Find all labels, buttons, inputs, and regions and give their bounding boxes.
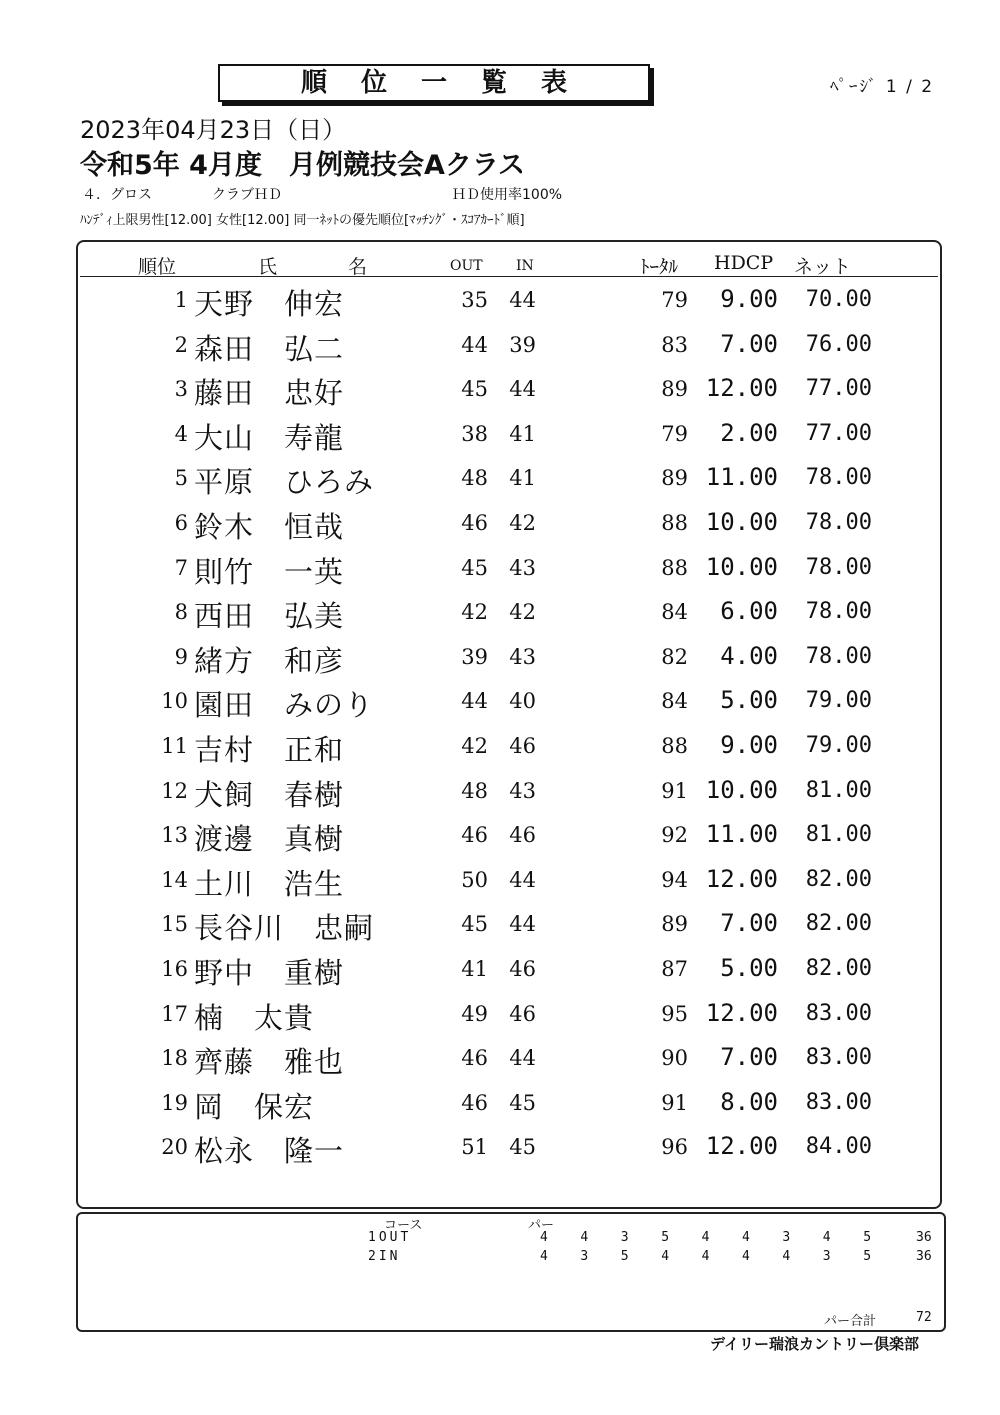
table-row: [78, 280, 938, 324]
total-cell: 95: [661, 1001, 688, 1026]
name-cell: 松永 隆一: [194, 1134, 345, 1169]
out-cell: 39: [461, 644, 488, 669]
out-cell: 49: [461, 1001, 488, 1026]
name-cell: 鈴木 恒哉: [194, 510, 345, 544]
name-cell: 岡 保宏: [194, 1089, 315, 1124]
hdcp-cell: 12.00: [705, 864, 778, 893]
rank-cell: 20: [161, 1135, 188, 1160]
table-row: [78, 949, 938, 993]
total-cell: 96: [661, 1135, 688, 1160]
hole-par: 5: [661, 1230, 670, 1245]
par-table: [76, 1212, 946, 1332]
out-cell: 41: [461, 957, 488, 981]
net-cell: 78.00: [805, 643, 872, 669]
col-net: ネット: [794, 256, 852, 278]
in-cell: 40: [509, 689, 536, 714]
scoring-type: ４．グロス: [82, 187, 152, 203]
name-cell: 犬飼 春樹: [194, 777, 345, 812]
col-hdcp: HDCP: [714, 252, 774, 274]
in-cell: 39: [509, 332, 536, 357]
table-row: [78, 369, 938, 413]
name-cell: 大山 寿龍: [194, 420, 345, 455]
hdcp-cell: 9.00: [720, 285, 778, 313]
name-cell: 吉村 正和: [194, 733, 345, 767]
in-cell: 44: [509, 288, 536, 312]
par-total-value: 72: [916, 1310, 932, 1325]
name-cell: 西田 弘美: [194, 599, 345, 634]
in-cell: 43: [509, 644, 536, 669]
hole-par: 5: [863, 1230, 872, 1245]
total-cell: 89: [661, 466, 688, 491]
total-cell: 84: [661, 689, 688, 714]
table-row: [78, 994, 938, 1038]
page-number: ﾍﾟｰｼﾞ 1 / 2: [830, 77, 935, 97]
par-label: パー: [528, 1218, 555, 1233]
name-cell: 渡邊 真樹: [194, 822, 345, 857]
total-cell: 92: [661, 823, 688, 848]
event-name: 令和5年 4月度 月例競技会Aクラス: [80, 150, 526, 181]
net-cell: 81.00: [805, 777, 872, 803]
in-cell: 44: [509, 377, 536, 402]
total-cell: 83: [661, 332, 688, 357]
hdcp-cell: 5.00: [720, 954, 778, 982]
hole-par: 4: [540, 1249, 548, 1264]
net-cell: 79.00: [805, 733, 872, 758]
net-cell: 81.00: [805, 822, 872, 848]
out-cell: 46: [461, 823, 488, 848]
hdcp-cell: 4.00: [720, 641, 778, 670]
out-cell: 44: [461, 689, 488, 714]
event-date: 2023年04月23日（日）: [80, 116, 347, 144]
total-cell: 79: [661, 421, 688, 446]
total-cell: 89: [661, 912, 688, 937]
rank-cell: 11: [161, 734, 188, 758]
total-cell: 94: [661, 867, 688, 892]
total-cell: 87: [661, 957, 688, 981]
name-cell: 長谷川 忠嗣: [194, 911, 375, 946]
hdcp-cell: 5.00: [720, 686, 778, 715]
total-cell: 88: [661, 734, 688, 758]
name-cell: 野中 重樹: [194, 956, 345, 990]
table-row: [78, 1083, 938, 1127]
in-cell: 41: [509, 421, 536, 446]
rank-cell: 5: [174, 466, 188, 491]
in-cell: 45: [509, 1090, 536, 1115]
handicap-notes: ﾊﾝﾃﾞｨ上限男性[12.00] 女性[12.00] 同一ﾈｯﾄの優先順位[ﾏｯﾁﾝｸﾞ・ｽｺｱｶｰﾄﾞ順]: [80, 213, 525, 228]
hdcp-cell: 11.00: [705, 463, 778, 492]
out-cell: 44: [461, 332, 488, 357]
in-cell: 44: [509, 867, 536, 892]
course-label: コース: [384, 1218, 423, 1233]
rank-cell: 14: [161, 867, 188, 892]
out-cell: 51: [461, 1135, 488, 1160]
total-cell: 88: [661, 511, 688, 535]
net-cell: 84.00: [805, 1134, 872, 1160]
hole-par: 4: [661, 1249, 670, 1264]
hdcp-cell: 12.00: [705, 1132, 778, 1161]
name-cell: 藤田 忠好: [194, 376, 345, 411]
table-row: [78, 1127, 938, 1171]
in-cell: 46: [509, 1001, 536, 1026]
ranking-table: [76, 240, 942, 1209]
course-name: 1OUT: [368, 1230, 412, 1245]
table-row: [78, 815, 938, 859]
hole-par: 4: [822, 1230, 831, 1245]
page-title: 順位一覧表: [218, 64, 650, 102]
name-cell: 齊藤 雅也: [194, 1045, 345, 1080]
rank-cell: 3: [174, 377, 188, 402]
name-cell: 平原 ひろみ: [194, 465, 375, 500]
rank-cell: 8: [174, 600, 188, 625]
hole-par: 4: [580, 1230, 589, 1245]
net-cell: 77.00: [805, 376, 872, 402]
hole-par: 4: [701, 1249, 710, 1264]
table-row: [78, 726, 938, 770]
table-row: [78, 458, 938, 502]
name-cell: 土川 浩生: [194, 866, 345, 901]
hdcp-cell: 11.00: [705, 820, 778, 849]
in-cell: 42: [509, 511, 536, 535]
out-cell: 45: [461, 912, 488, 937]
hdcp-cell: 8.00: [720, 1087, 778, 1116]
name-cell: 森田 弘二: [194, 331, 345, 366]
total-cell: 91: [661, 1090, 688, 1115]
table-row: [78, 860, 938, 904]
col-name-family: 氏: [258, 256, 278, 278]
club-name: デイリー瑞浪カントリー倶楽部: [710, 1335, 919, 1353]
hole-par: 3: [620, 1230, 629, 1245]
header-divider: [80, 276, 938, 277]
net-cell: 76.00: [805, 331, 872, 357]
hole-par: 4: [701, 1230, 710, 1245]
net-cell: 83.00: [805, 1045, 872, 1071]
rank-cell: 1: [174, 288, 188, 312]
hole-par: 4: [742, 1230, 750, 1245]
hole-par: 5: [620, 1249, 629, 1264]
in-cell: 46: [509, 957, 536, 981]
rank-cell: 12: [161, 778, 188, 803]
table-row: [78, 1038, 938, 1082]
table-row: [78, 771, 938, 815]
table-row: [78, 637, 938, 681]
hdcp-cell: 7.00: [720, 329, 778, 358]
out-cell: 42: [461, 734, 488, 758]
net-cell: 79.00: [805, 688, 872, 714]
hdcp-cell: 7.00: [720, 909, 778, 938]
in-cell: 43: [509, 555, 536, 580]
hdcp-cell: 10.00: [705, 552, 778, 581]
in-cell: 44: [509, 912, 536, 937]
out-cell: 48: [461, 778, 488, 803]
out-cell: 35: [461, 288, 488, 312]
total-cell: 91: [661, 778, 688, 803]
col-out: OUT: [450, 258, 483, 274]
table-row: [78, 548, 938, 592]
table-row: [78, 592, 938, 636]
hole-par: 5: [863, 1249, 872, 1264]
total-cell: 82: [661, 644, 688, 669]
in-cell: 44: [509, 1046, 536, 1071]
course-name: 2IN: [368, 1249, 401, 1264]
net-cell: 70.00: [805, 287, 872, 312]
name-cell: 園田 みのり: [194, 688, 375, 723]
rank-cell: 2: [174, 332, 188, 357]
out-cell: 38: [461, 421, 488, 446]
out-cell: 45: [461, 555, 488, 580]
in-cell: 46: [509, 823, 536, 848]
col-total: ﾄｰﾀﾙ: [640, 256, 679, 278]
total-cell: 90: [661, 1046, 688, 1071]
table-row: [78, 414, 938, 458]
col-name-given: 名: [348, 256, 368, 278]
handicap-type: クラブＨＤ: [212, 187, 282, 203]
handicap-rate: ＨＤ使用率100%: [452, 187, 563, 203]
out-cell: 48: [461, 466, 488, 491]
rank-cell: 9: [174, 644, 188, 669]
rank-cell: 6: [174, 511, 188, 535]
hdcp-cell: 6.00: [720, 597, 778, 626]
out-cell: 46: [461, 511, 488, 535]
net-cell: 82.00: [805, 956, 872, 981]
net-cell: 82.00: [805, 866, 872, 892]
total-cell: 88: [661, 555, 688, 580]
par-total-label: パー合計: [824, 1314, 877, 1329]
in-cell: 46: [509, 734, 536, 758]
hole-par: 4: [782, 1249, 791, 1264]
rank-cell: 7: [174, 555, 188, 580]
rank-cell: 16: [161, 957, 188, 981]
hole-par: 4: [540, 1230, 548, 1245]
net-cell: 78.00: [805, 510, 872, 535]
net-cell: 82.00: [805, 911, 872, 937]
net-cell: 78.00: [805, 599, 872, 625]
rank-cell: 19: [161, 1090, 188, 1115]
hdcp-cell: 7.00: [720, 1043, 778, 1072]
name-cell: 天野 伸宏: [194, 287, 345, 321]
table-row: [78, 681, 938, 725]
hdcp-cell: 9.00: [720, 731, 778, 759]
col-in: IN: [516, 258, 534, 274]
rank-cell: 17: [161, 1001, 188, 1026]
rank-cell: 15: [161, 912, 188, 937]
rank-cell: 10: [161, 689, 188, 714]
col-rank: 順位: [138, 256, 177, 278]
in-cell: 41: [509, 466, 536, 491]
course-par-total: 36: [916, 1230, 932, 1245]
rank-cell: 13: [161, 823, 188, 848]
in-cell: 45: [509, 1135, 536, 1160]
net-cell: 83.00: [805, 1000, 872, 1026]
hole-par: 3: [782, 1230, 791, 1245]
name-cell: 則竹 一英: [194, 554, 345, 589]
hdcp-cell: 10.00: [705, 775, 778, 804]
net-cell: 83.00: [805, 1089, 872, 1115]
table-row: [78, 904, 938, 948]
hdcp-cell: 12.00: [705, 998, 778, 1027]
rank-cell: 4: [174, 421, 188, 446]
hole-par: 3: [822, 1249, 831, 1264]
hole-par: 3: [580, 1249, 589, 1264]
in-cell: 43: [509, 778, 536, 803]
hdcp-cell: 12.00: [705, 374, 778, 403]
hdcp-cell: 10.00: [705, 508, 778, 536]
total-cell: 84: [661, 600, 688, 625]
hole-par: 4: [742, 1249, 750, 1264]
net-cell: 78.00: [805, 465, 872, 491]
total-cell: 79: [661, 288, 688, 312]
net-cell: 78.00: [805, 554, 872, 580]
name-cell: 緒方 和彦: [194, 643, 345, 678]
hdcp-cell: 2.00: [720, 418, 778, 447]
course-par-total: 36: [916, 1249, 932, 1264]
table-row: [78, 503, 938, 547]
out-cell: 42: [461, 600, 488, 625]
net-cell: 77.00: [805, 420, 872, 446]
table-row: [78, 325, 938, 369]
total-cell: 89: [661, 377, 688, 402]
rank-cell: 18: [161, 1046, 188, 1071]
out-cell: 46: [461, 1090, 488, 1115]
in-cell: 42: [509, 600, 536, 625]
out-cell: 45: [461, 377, 488, 402]
out-cell: 46: [461, 1046, 488, 1071]
out-cell: 50: [461, 867, 488, 892]
name-cell: 楠 太貴: [194, 1000, 315, 1035]
